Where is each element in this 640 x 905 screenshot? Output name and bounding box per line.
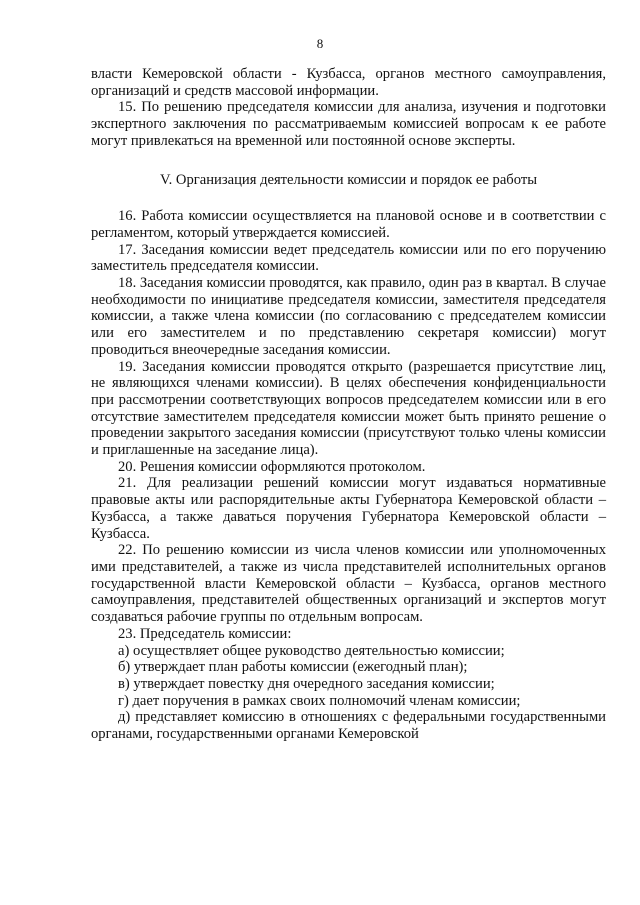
document-body (91, 66, 606, 743)
paragraph-18: 18. Заседания комиссии проводятся, как правило, один раз в квартал. В случае необходимости по инициативе председателя комиссии, заместителя председателя комиссии, а также члена комиссии (по согласованию с председателем комиссии или его заместителем и по представлению секретаря комиссии) могут проводиться внеочередные заседания комиссии. (91, 275, 606, 358)
paragraph-21: 21. Для реализации решений комиссии могут издаваться нормативные правовые акты или распорядительные акты Губернатора Кемеровской области – Кузбасса, а также даваться поручения Губернатора Кемеровской области – Кузбасса. (91, 475, 606, 542)
page-number: 8 (316, 36, 324, 51)
section-heading: V. Организация деятельности комиссии и порядок ее работы (159, 171, 538, 188)
paragraph-17: 17. Заседания комиссии ведет председатель комиссии или по его поручению заместитель председателя комиссии. (91, 241, 606, 275)
list-item-b: б) утверждает план работы комиссии (ежегодный план); (118, 659, 468, 676)
list-item-d: д) представляет комиссию в отношениях с федеральными государственными органами, государственными органами Кемеровской (91, 709, 606, 743)
paragraph-23: 23. Председатель комиссии: (118, 625, 292, 642)
paragraph-20: 20. Решения комиссии оформляются протоколом. (118, 458, 426, 475)
paragraph-16: 16. Работа комиссии осуществляется на плановой основе и в соответствии с регламентом, который утверждается комиссией. (91, 208, 606, 241)
paragraph-19: 19. Заседания комиссии проводятся открыто (разрешается присутствие лиц, не являющихся членами комиссии). В целях обеспечения конфиденциальности при рассмотрении соответствующих вопросов председателем комиссии или в его отсутствие заместителем председателя комиссии может быть принято решение о проведении закрытого заседания комиссии (присутствуют только члены комиссии и приглашенные на заседание лица). (91, 358, 606, 459)
paragraph-continuation: власти Кемеровской области - Кузбасса, органов местного самоуправления, организаций и средств массовой информации. (91, 66, 606, 99)
list-item-g: г) дает поручения в рамках своих полномочий членам комиссии; (118, 692, 521, 709)
paragraph-22: 22. По решению комиссии из числа членов комиссии или уполномоченных ими представителей, а также из числа представителей исполнительных органов государственной власти Кемеровской области – Кузбасса, органов местного самоуправления, представителей общественных организаций и экспертов могут создаваться рабочие группы по отдельным вопросам. (91, 542, 606, 626)
list-item-v: в) утверждает повестку дня очередного заседания комиссии; (118, 675, 495, 692)
paragraph-15: 15. По решению председателя комиссии для анализа, изучения и подготовки экспертного заключения по рассматриваемым комиссией вопросам к ее работе могут привлекаться на временной или постоянной основе эксперты. (91, 99, 606, 149)
list-item-a: а) осуществляет общее руководство деятельностью комиссии; (118, 642, 505, 659)
